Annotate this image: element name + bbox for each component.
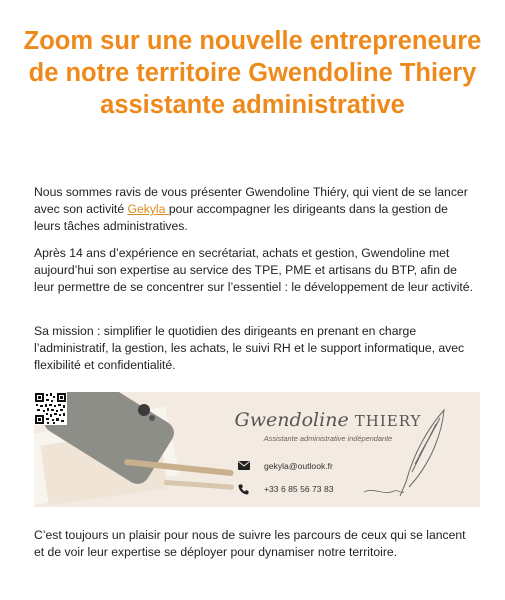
mission-paragraph: Sa mission : simplifier le quotidien des dirigeants en prenant en charge l’administratif, la gestion, les achats, le suivi RH et le support informatique, avec flexibilité et confidentialité. bbox=[34, 324, 465, 372]
intro-paragraph bbox=[34, 184, 474, 235]
email-row bbox=[238, 461, 333, 471]
brand-subtitle: Assistante administrative indépendante bbox=[263, 434, 393, 443]
page-title: Zoom sur une nouvelle entrepreneure de notre territoire Gwendoline Thiery assistante administrative bbox=[23, 27, 482, 119]
business-card-banner bbox=[34, 392, 480, 507]
qr-code-icon bbox=[34, 392, 67, 425]
intro-text-after: pour accompagner les dirigeants dans la gestion de leurs tâches administratives. bbox=[34, 202, 448, 233]
gekyla-link[interactable]: Gekyla bbox=[127, 202, 169, 216]
email-address: gekyla@outlook.fr bbox=[264, 461, 333, 471]
phone-row bbox=[238, 484, 334, 494]
brand-last-name: THIERY bbox=[354, 412, 422, 430]
closing-paragraph: C’est toujours un plaisir pour nous de suivre les parcours de ceux qui se lancent et de voir leur expertise se déployer pour dynamiser notre territoire. bbox=[34, 528, 466, 559]
brand-name bbox=[223, 409, 433, 431]
brand-first-name: Gwendoline bbox=[234, 409, 349, 431]
experience-paragraph: Après 14 ans d’expérience en secrétariat, achats et gestion, Gwendoline met aujourd’hui son expertise au service des TPE, PME et artisans du BTP, afin de leur permettre de se concentrer sur l’essentiel : le développement de leur activité. bbox=[34, 246, 473, 294]
intro-text-before: Nous sommes ravis de vous présenter Gwendoline Thiéry, qui vient de se lancer avec son activité bbox=[34, 185, 468, 216]
phone-number: +33 6 85 56 73 83 bbox=[264, 484, 334, 494]
